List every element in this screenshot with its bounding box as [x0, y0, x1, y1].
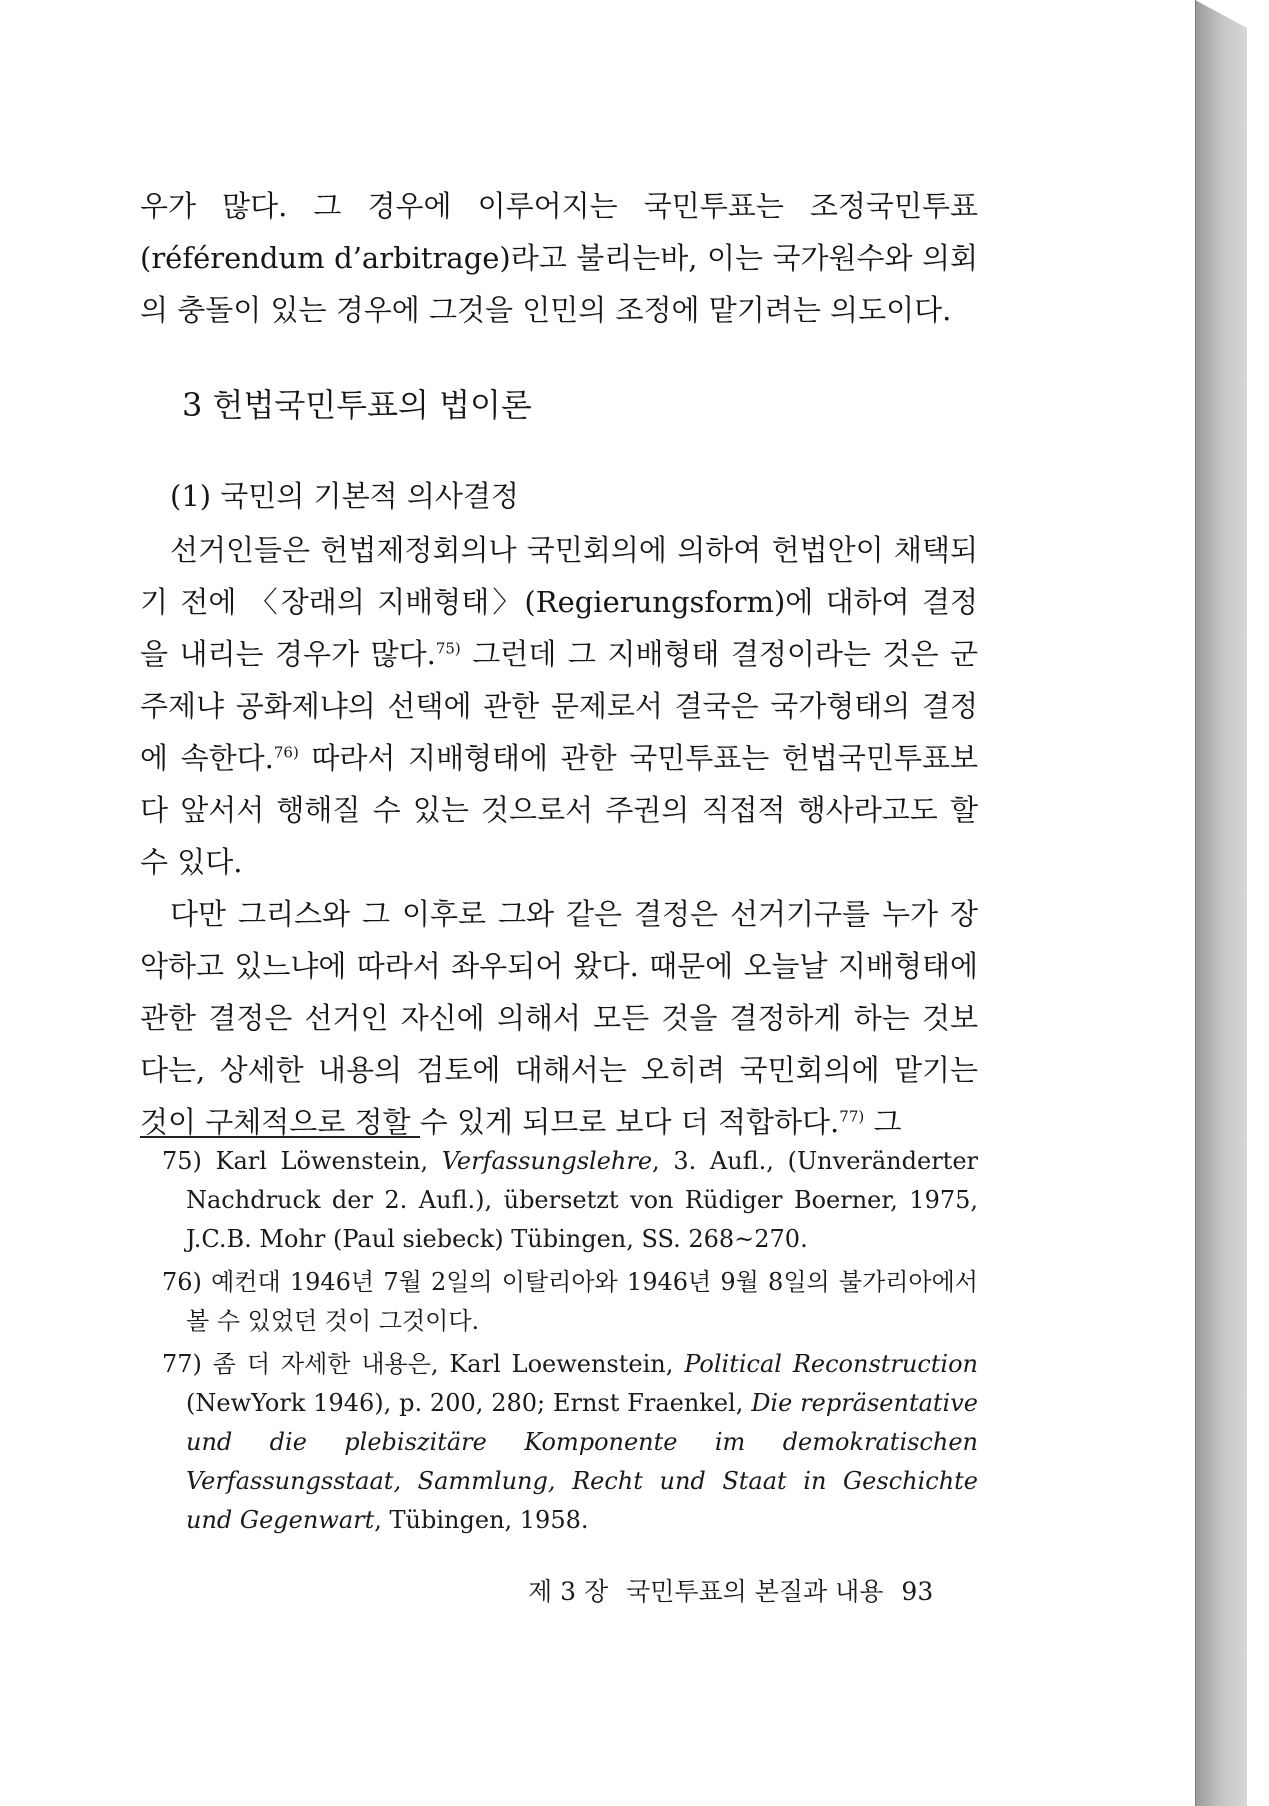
paragraph-1: 우가 많다. 그 경우에 이루어지는 국민투표는 조정국민투표 (référendum d’arbitrage)라고 불리는바, 이는 국가원수와 의회의 충돌이 있는 경우에 그것을 인민의 조정에 맡기려는 의도이다. — [140, 189, 978, 327]
footnote-76-text: 예컨대 1946년 7월 2일의 이탈리아와 1946년 9월 8일의 불가리아에서 볼 수 있었던 것이 그것이다. — [186, 1268, 978, 1335]
footnote-77-text-c: , Tübingen, 1958. — [374, 1506, 589, 1534]
running-footer — [528, 1572, 943, 1608]
opening-paragraph-block — [140, 180, 978, 336]
body-text-block — [140, 524, 978, 1148]
footnotes — [162, 1142, 978, 1544]
footnote-ref-76: 76) — [273, 743, 299, 762]
paragraph-3 — [140, 888, 978, 1148]
footnote-75 — [162, 1142, 978, 1259]
footnote-75-title: Verfassungslehre — [441, 1147, 653, 1175]
paragraph-2-part-c: 따라서 지배형태에 관한 국민투표는 헌법국민투표보다 앞서서 행해질 수 있는 것으로서 주권의 직접적 행사라고도 할 수 있다. — [140, 741, 978, 879]
footnote-76 — [162, 1263, 978, 1341]
footnote-77 — [162, 1345, 978, 1540]
footnote-77-number: 77) — [162, 1350, 202, 1378]
footnote-ref-75: 75) — [435, 639, 461, 658]
footnote-77-title-2: Die repräsentative und die plebiszitäre Komponente im demokratischen Verfassungsstaat, Sammlung, Recht und Staat in Geschichte und Gegenwart — [186, 1389, 978, 1534]
paragraph-2 — [140, 524, 978, 888]
section-heading: 3 헌법국민투표의 법이론 — [182, 386, 532, 424]
page-number: 93 — [901, 1577, 934, 1606]
footnote-75-number: 75) — [162, 1147, 202, 1175]
paragraph-3-part-b: 그 — [864, 1105, 902, 1139]
paragraph-2-part-b: 그런데 그 지배형태 결정이라는 것은 군주제냐 공화제냐의 선택에 관한 문제로서 결국은 국가형태의 결정에 속한다. — [140, 637, 978, 775]
book-edge-graphic — [1195, 0, 1269, 1806]
footer-title: 국민투표의 본질과 내용 — [626, 1577, 884, 1606]
paragraph-2-part-a: 선거인들은 헌법제정회의나 국민회의에 의하여 헌법안이 채택되기 전에 〈장래의 지배형태〉(Regierungsform)에 대하여 결정을 내리는 경우가 많다. — [140, 533, 978, 671]
footnote-77-text-a: 좀 더 자세한 내용은, Karl Loewenstein, — [201, 1350, 685, 1378]
footnote-ref-77: 77) — [839, 1107, 865, 1126]
subsection-heading: (1) 국민의 기본적 의사결정 — [170, 479, 519, 513]
footnote-75-text-b: , 3. Aufl., (Unveränderter Nachdruck der 2. Aufl.), übersetzt von Rüdiger Boerner, 1975, J.C.B. Mohr (Paul siebeck) Tübingen, SS. 268~270. — [186, 1147, 978, 1253]
page-thickness-edge — [1195, 0, 1247, 1806]
footnote-76-number: 76) — [162, 1268, 202, 1296]
footnote-75-text-a: Karl Löwenstein, — [201, 1147, 442, 1175]
book-spine-edge — [1195, 0, 1269, 1806]
footnote-divider — [140, 1136, 420, 1138]
footnote-77-text-b: (NewYork 1946), p. 200, 280; Ernst Fraenkel, — [186, 1389, 752, 1417]
footer-chapter: 제 3 장 — [528, 1577, 609, 1606]
paragraph-3-part-a: 다만 그리스와 그 이후로 그와 같은 결정은 선거기구를 누가 장악하고 있느냐에 따라서 좌우되어 왔다. 때문에 오늘날 지배형태에 관한 결정은 선거인 자신에 의해서 모든 것을 결정하게 하는 것보다는, 상세한 내용의 검토에 대해서는 오히려 국민회의에 맡기는 것이 구체적으로 정할 수 있게 되므로 보다 더 적합하다. — [140, 897, 978, 1139]
footnote-77-title-1: Political Reconstruction — [684, 1350, 979, 1378]
